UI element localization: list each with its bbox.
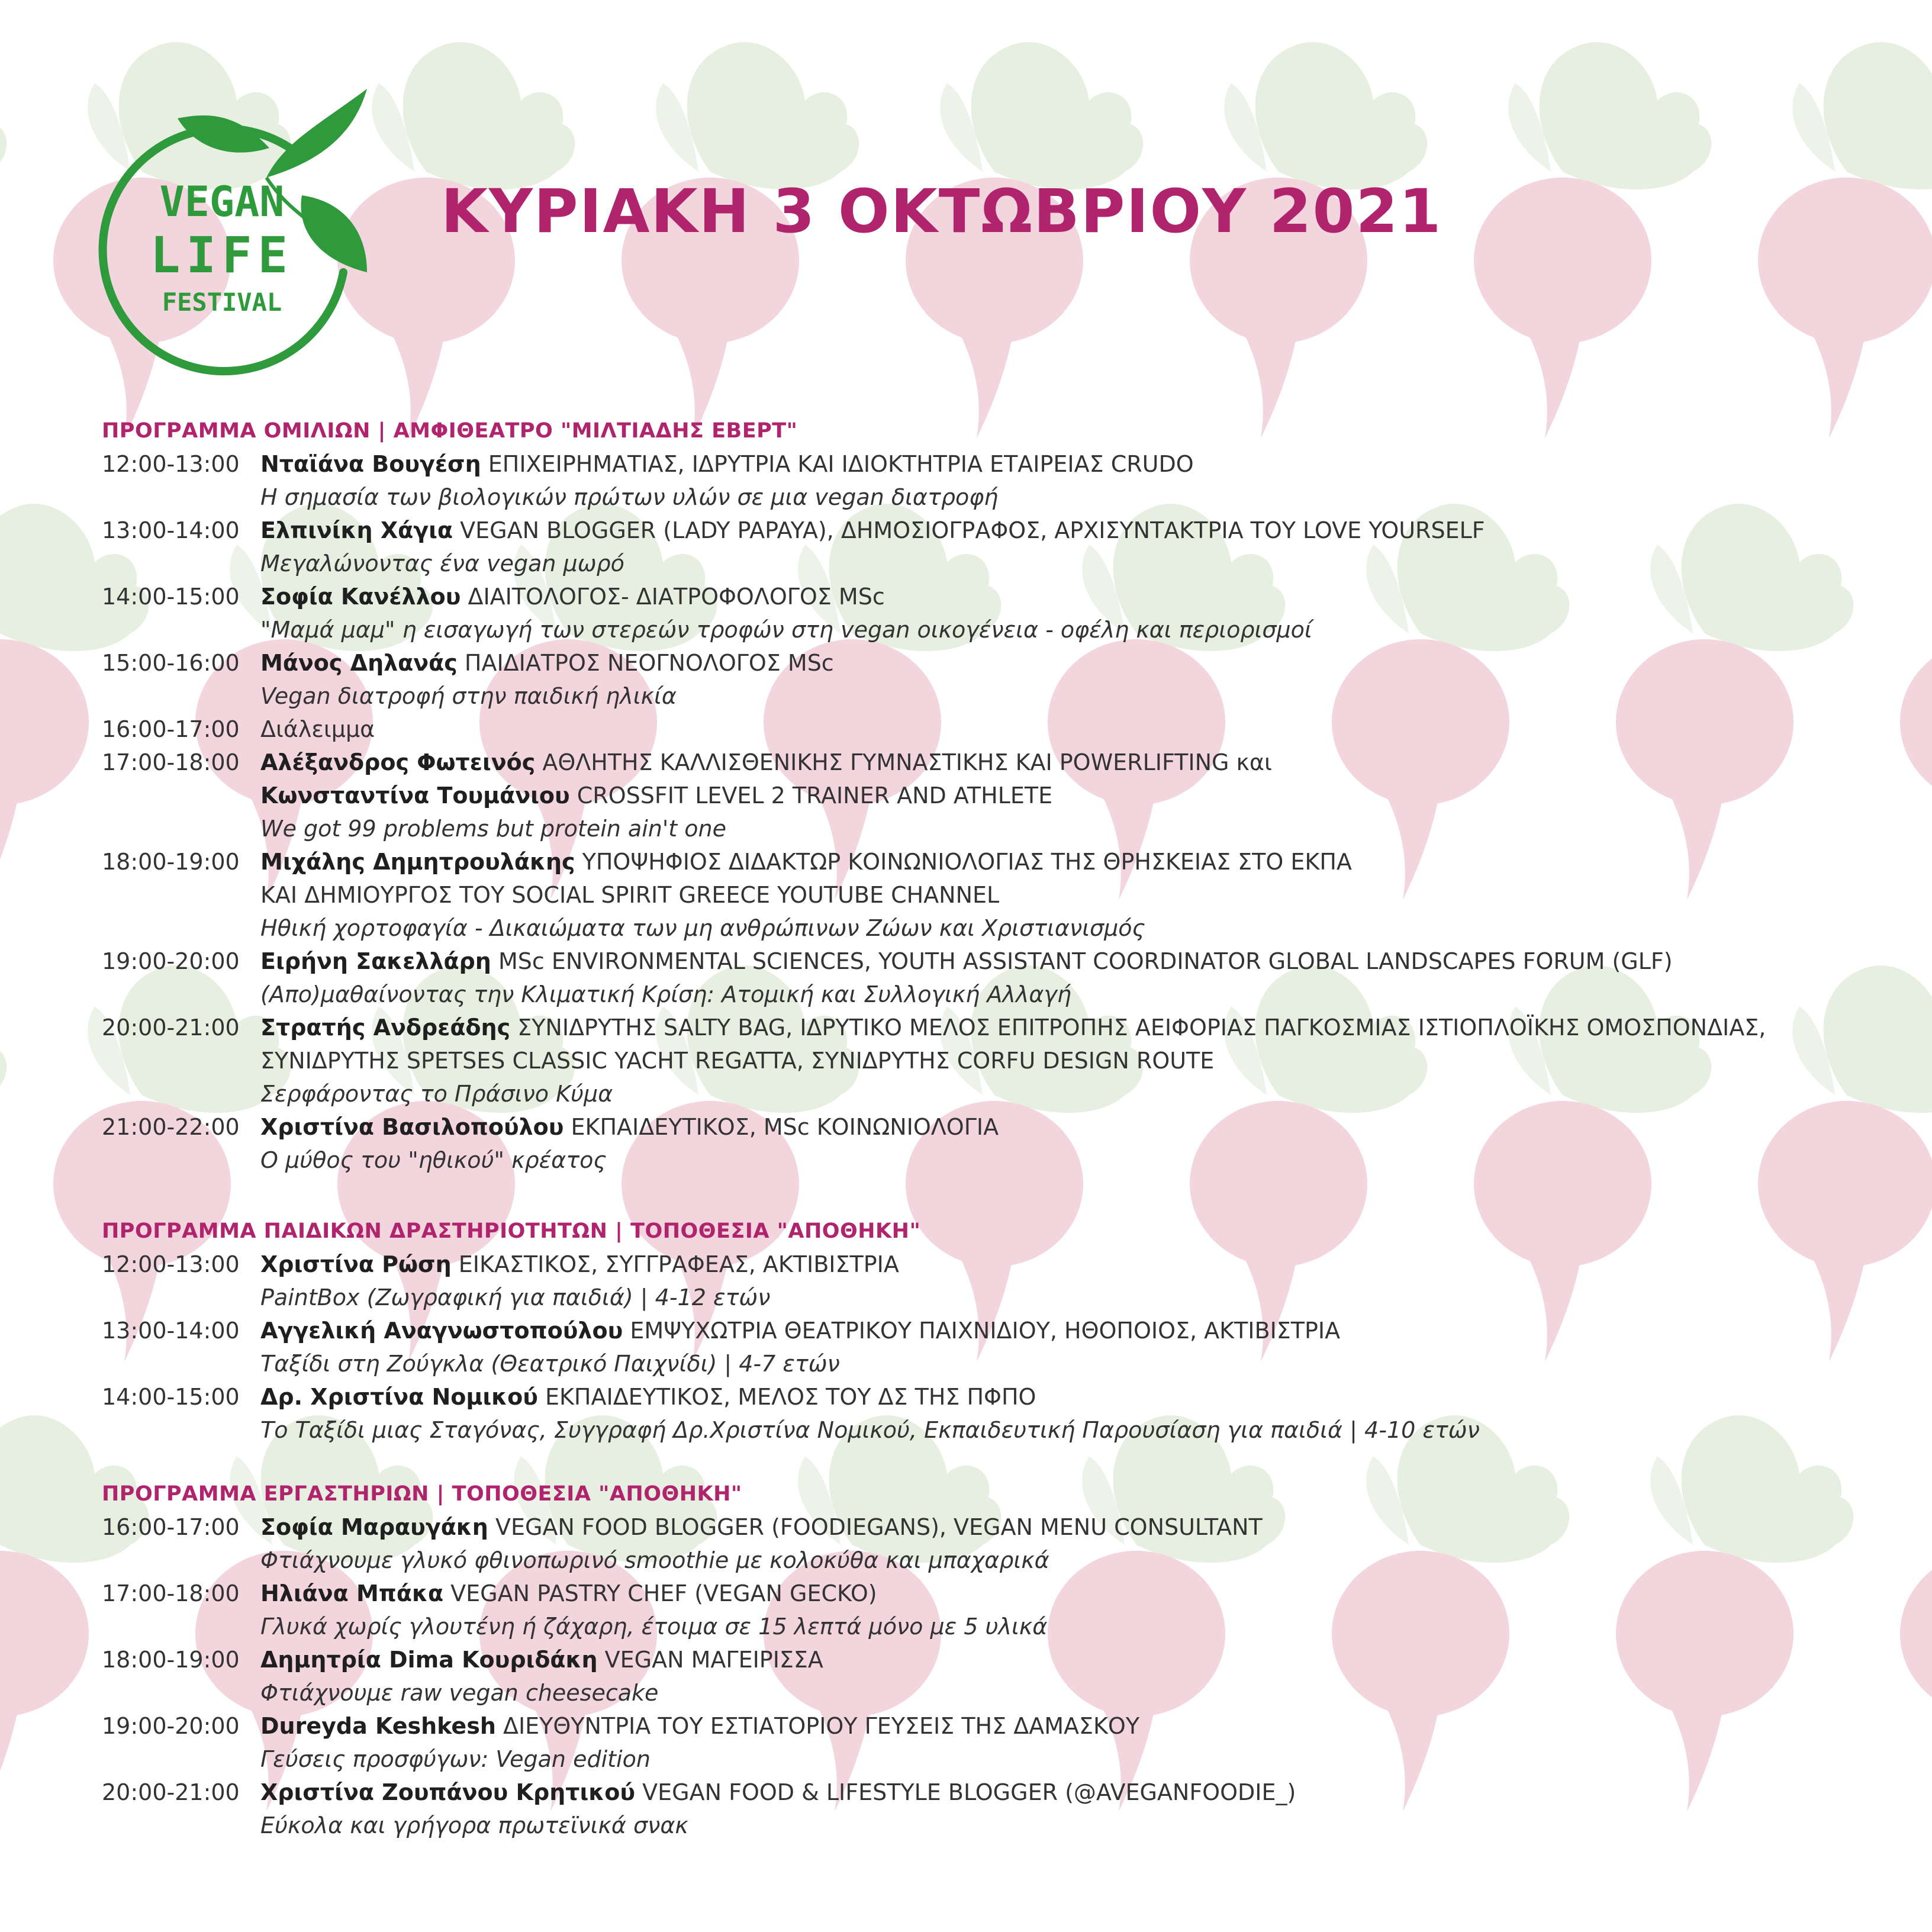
speaker-name: Dureyda Keshkesh [260,1713,496,1739]
beet-icon [1758,965,1932,1361]
speaker-name: Δημητρία Dima Κουριδάκη [260,1647,598,1673]
speaker-name: Στρατής Ανδρεάδης [260,1015,511,1041]
schedule-row [102,1643,1296,1709]
event-time: 21:00-22:00 [102,1114,240,1140]
speaker-role: VEGAN ΜΑΓΕΙΡΙΣΣΑ [597,1647,823,1673]
schedule-row [102,1314,1480,1380]
event-details [260,646,834,713]
event-title: Φτιάχνουμε γλυκό φθινοπωρινό smoothie με κολοκύθα και μπαχαρικά [260,1547,1049,1573]
event-details [260,1314,1340,1380]
schedule-row [102,447,1766,514]
event-time: 14:00-15:00 [102,584,240,610]
speaker-role: ΣΥΝΙΔΡΥΤΗΣ SALTY BAG, ΙΔΡΥΤΙΚΟ ΜΕΛΟΣ ΕΠΙΤΡΟΠΗΣ ΑΕΙΦΟΡΙΑΣ ΠΑΓΚΟΣΜΙΑΣ ΙΣΤΙΟΠΛΟΪΚΗΣ ΟΜΟΣΠΟΝΔΙΑΣ, [510,1015,1766,1041]
event-details [260,514,1485,580]
speaker-line [260,1044,1766,1077]
beet-icon [1332,1415,1569,1811]
section-talks [102,414,1766,1177]
speaker-role: VEGAN PASTRY CHEF (VEGAN GECKO) [443,1580,877,1606]
speaker-name: Σοφία Μαραυγάκη [260,1514,488,1540]
event-time: 18:00-19:00 [102,1647,240,1673]
speaker-name: Κωνσταντίνα Τουμάνιου [260,783,570,809]
speaker-name: Ελπινίκη Χάγια [260,517,453,543]
event-time: 19:00-20:00 [102,948,240,974]
event-time: 20:00-21:00 [102,1015,240,1041]
event-time: 19:00-20:00 [102,1713,240,1739]
event-details [260,1709,1139,1776]
vegan-life-festival-logo [89,77,385,385]
event-title: Η σημασία των βιολογικών πρώτων υλών σε μια vegan διατροφή [260,484,999,510]
event-details [260,580,1312,646]
speaker-line [260,1110,999,1144]
section-workshops [102,1477,1296,1842]
speaker-role: ΕΜΨΥΧΩΤΡΙΑ ΘΕΑΤΡΙΚΟΥ ΠΑΙΧΝΙΔΙΟΥ, ΗΘΟΠΟΙΟΣ, ΑΚΤΙΒΙΣΤΡΙΑ [623,1318,1341,1344]
event-title: Το Ταξίδι μιας Σταγόνας, Συγγραφή Δρ.Χριστίνα Νομικού, Εκπαιδευτική Παρουσίαση για παιδιά | 4-10 ετών [260,1417,1480,1443]
event-title: Εύκολα και γρήγορα πρωτεϊνικά σνακ [260,1812,688,1838]
schedule-row [102,580,1766,646]
speaker-name: Χριστίνα Βασιλοπούλου [260,1114,564,1140]
speaker-name: Δρ. Χριστίνα Νομικού [260,1384,538,1410]
leaf-icon [266,89,367,178]
schedule-row [102,1709,1296,1776]
speaker-line [260,845,1352,878]
schedule-row [102,514,1766,580]
event-details [260,746,1272,845]
speaker-line [260,447,1194,481]
beet-icon [0,965,7,1361]
event-details [260,1011,1766,1110]
speaker-name: Νταϊάνα Βουγέση [260,451,481,477]
logo-text-vegan: VEGAN [159,178,285,226]
speaker-role: ΕΚΠΑΙΔΕΥΤΙΚΟΣ, MSc ΚΟΙΝΩΝΙΟΛΟΓΙΑ [564,1114,999,1140]
speaker-role: ΣΥΝΙΔΡΥΤΗΣ SPETSES CLASSIC YACHT REGATTA, ΣΥΝΙΔΡΥΤΗΣ CORFU DESIGN ROUTE [260,1048,1215,1074]
event-title: "Μαμά μαμ" η εισαγωγή των στερεών τροφών στη vegan οικογένεια - οφέλη και περιορισμοί [260,617,1312,643]
speaker-role: VEGAN FOOD BLOGGER (FOODIEGANS), VEGAN MENU CONSULTANT [488,1514,1263,1540]
speaker-line [260,713,375,746]
beet-icon [1900,504,1932,900]
event-details [260,1110,999,1177]
schedule-row [102,1110,1766,1177]
speaker-role: VEGAN FOOD & LIFESTYLE BLOGGER (@AVEGANFOODIE_) [635,1779,1296,1805]
speaker-role: ΕΠΙΧΕΙΡΗΜΑΤΙΑΣ, ΙΔΡΥΤΡΙΑ ΚΑΙ ΙΔΙΟΚΤΗΤΡΙΑ ΕΤΑΙΡΕΙΑΣ CRUDO [481,451,1194,477]
speaker-line [260,1011,1766,1044]
speaker-line [260,945,1673,978]
event-details [260,1577,1047,1643]
event-title: Φτιάχνουμε raw vegan cheesecake [260,1680,659,1706]
speaker-role: Διάλειμμα [260,716,375,742]
section-heading: ΠΡΟΓΡΑΜΜΑ ΕΡΓΑΣΤΗΡΙΩΝ | ΤΟΠΟΘΕΣΙΑ "ΑΠΟΘΗΚΗ" [102,1482,742,1506]
event-details [260,845,1352,945]
event-title: Γλυκά χωρίς γλουτένη ή ζάχαρη, έτοιμα σε 15 λεπτά μόνο με 5 υλικά [260,1614,1048,1640]
event-title: Ο μύθος του "ηθικού" κρέατος [260,1147,607,1173]
schedule-row [102,1248,1480,1314]
speaker-role: ΚΑΙ ΔΗΜΙΟΥΡΓΟΣ ΤΟΥ SOCIAL SPIRIT GREECE YOUTUBE CHANNEL [260,882,1000,908]
event-title: Ηθική χορτοφαγία - Δικαιώματα των μη ανθρώπινων Ζώων και Χριστιανισμός [260,915,1145,941]
speaker-line [260,1577,1047,1610]
logo-graphic [89,77,385,385]
speaker-line [260,1314,1340,1347]
speaker-name: Ειρήνη Σακελλάρη [260,948,491,974]
schedule-row [102,1380,1480,1447]
speaker-name: Μάνος Δηλανάς [260,650,458,676]
speaker-line [260,1776,1296,1809]
event-details [260,945,1673,1011]
section-heading: ΠΡΟΓΡΑΜΜΑ ΠΑΙΔΙΚΩΝ ΔΡΑΣΤΗΡΙΟΤΗΤΩΝ | ΤΟΠΟΘΕΣΙΑ "ΑΠΟΘΗΚΗ" [102,1219,921,1243]
event-title: Vegan διατροφή στην παιδική ηλικία [260,683,677,709]
event-time: 17:00-18:00 [102,749,240,775]
speaker-line [260,1511,1263,1544]
speaker-name: Μιχάλης Δημητρουλάκης [260,849,575,875]
event-time: 16:00-17:00 [102,716,240,742]
speaker-role: ΥΠΟΨΗΦΙΟΣ ΔΙΔΑΚΤΩΡ ΚΟΙΝΩΝΙΟΛΟΓΙΑΣ ΤΗΣ ΘΡΗΣΚΕΙΑΣ ΣΤΟ ΕΚΠΑ [575,849,1352,875]
beet-icon [1758,42,1932,438]
section-kids-activities [102,1215,1480,1447]
event-time: 17:00-18:00 [102,1580,240,1606]
logo-text-festival: FESTIVAL [162,288,282,317]
speaker-name: Χριστίνα Ρώση [260,1251,452,1277]
speaker-role: ΠΑΙΔΙΑΤΡΟΣ ΝΕΟΓΝΟΛΟΓΟΣ MSc [457,650,834,676]
beet-icon [1900,1415,1932,1811]
speaker-line [260,1709,1139,1743]
event-title: Μεγαλώνοντας ένα vegan μωρό [260,550,624,577]
event-title: PaintBox (Ζωγραφική για παιδιά) | 4-12 ετών [260,1284,771,1310]
speaker-line [260,514,1485,547]
speaker-line [260,746,1272,779]
speaker-line [260,1643,823,1676]
schedule-row [102,1511,1296,1577]
event-details [260,713,375,746]
speaker-line [260,779,1272,812]
event-time: 13:00-14:00 [102,1318,240,1344]
event-time: 15:00-16:00 [102,650,240,676]
beet-icon [1474,42,1711,438]
speaker-name: Χριστίνα Ζουπάνου Κρητικού [260,1779,636,1805]
event-time: 14:00-15:00 [102,1384,240,1410]
speaker-line [260,1380,1480,1413]
speaker-name: Αλέξανδρος Φωτεινός [260,749,536,775]
event-title: Ταξίδι στη Ζούγκλα (Θεατρικό Παιχνίδι) | 4-7 ετών [260,1351,840,1377]
schedule-row [102,945,1766,1011]
speaker-line [260,878,1352,912]
speaker-line [260,1248,899,1281]
speaker-role: VEGAN BLOGGER (LADY PAPAYA), ΔΗΜΟΣΙΟΓΡΑΦΟΣ, ΑΡΧΙΣΥΝΤΑΚΤΡΙΑ ΤΟΥ LOVE YOURSELF [453,517,1485,543]
speaker-name: Ηλιάνα Μπάκα [260,1580,444,1606]
schedule-row [102,646,1766,713]
leaf-icon [301,195,367,272]
event-time: 18:00-19:00 [102,849,240,875]
beet-icon [0,42,7,438]
event-title: (Απο)μαθαίνοντας την Κλιματική Κρίση: Ατομική και Συλλογική Αλλαγή [260,981,1071,1007]
event-time: 20:00-21:00 [102,1779,240,1805]
schedule-row [102,746,1766,845]
page-title: ΚΥΡΙΑΚΗ 3 ΟΚΤΩΒΡΙΟΥ 2021 [441,176,1442,247]
event-time: 13:00-14:00 [102,517,240,543]
speaker-line [260,646,834,680]
event-details [260,1511,1263,1577]
event-details [260,1248,899,1314]
beet-icon [1616,1415,1853,1811]
speaker-name: Αγγελική Αναγνωστοπούλου [260,1318,623,1344]
speaker-role: ΔΙΑΙΤΟΛΟΓΟΣ- ΔΙΑΤΡΟΦΟΛΟΓΟΣ MSc [461,584,885,610]
schedule-row [102,713,1766,746]
event-details [260,1380,1480,1447]
event-title: Σερφάροντας το Πράσινο Κύμα [260,1081,613,1107]
event-time: 16:00-17:00 [102,1514,240,1540]
event-time: 12:00-13:00 [102,451,240,477]
event-title: Γεύσεις προσφύγων: Vegan edition [260,1746,651,1772]
speaker-role: ΑΘΛΗΤΗΣ ΚΑΛΛΙΣΘΕΝΙΚΗΣ ΓΥΜΝΑΣΤΙΚΗΣ ΚΑΙ POWERLIFTING και [535,749,1272,775]
schedule-row [102,1776,1296,1842]
speaker-role: ΔΙΕΥΘΥΝΤΡΙΑ ΤΟΥ ΕΣΤΙΑΤΟΡΙΟΥ ΓΕΥΣΕΙΣ ΤΗΣ ΔΑΜΑΣΚΟΥ [495,1713,1140,1739]
event-time: 12:00-13:00 [102,1251,240,1277]
section-heading: ΠΡΟΓΡΑΜΜΑ ΟΜΙΛΙΩΝ | ΑΜΦΙΘΕΑΤΡΟ "ΜΙΛΤΙΑΔΗΣ ΕΒΕΡΤ" [102,419,798,443]
speaker-role: ΕΚΠΑΙΔΕΥΤΙΚΟΣ, ΜΕΛΟΣ ΤΟΥ ΔΣ ΤΗΣ ΠΦΠΟ [537,1384,1036,1410]
speaker-line [260,580,1312,613]
schedule-row [102,1011,1766,1110]
event-details [260,447,1194,514]
event-details [260,1643,823,1709]
speaker-name: Σοφία Κανέλλου [260,584,461,610]
event-details [260,1776,1296,1842]
speaker-role: MSc ENVIRONMENTAL SCIENCES, YOUTH ASSISTANT COORDINATOR GLOBAL LANDSCAPES FORUM (GLF) [491,948,1673,974]
schedule-row [102,1577,1296,1643]
event-title: We got 99 problems but protein ain't one [260,816,726,842]
logo-text-life: LIFE [150,226,294,284]
schedule-row [102,845,1766,945]
speaker-role: CROSSFIT LEVEL 2 TRAINER AND ATHLETE [569,783,1053,809]
speaker-role: ΕΙΚΑΣΤΙΚΟΣ, ΣΥΓΓΡΑΦΕΑΣ, ΑΚΤΙΒΙΣΤΡΙΑ [451,1251,899,1277]
